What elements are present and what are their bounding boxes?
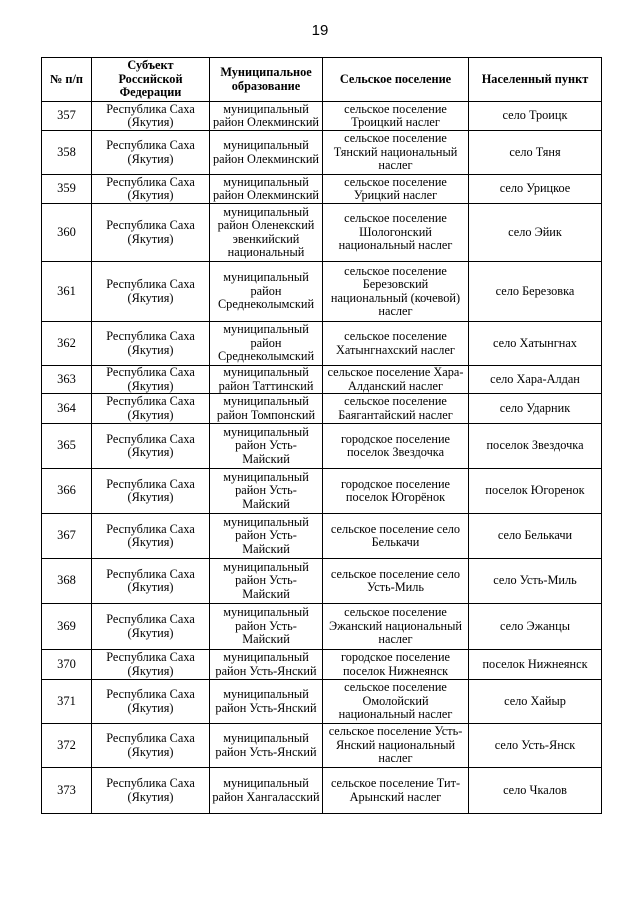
row-subject: Республика Саха (Якутия): [92, 680, 210, 724]
row-number: 360: [42, 204, 92, 262]
row-number: 367: [42, 514, 92, 559]
row-subject: Республика Саха (Якутия): [92, 724, 210, 768]
row-number: 370: [42, 650, 92, 680]
table-row: [42, 650, 602, 680]
row-number: 368: [42, 559, 92, 604]
page-number: 19: [311, 22, 329, 39]
row-settlement: городское поселение поселок Звездочка: [323, 424, 469, 469]
row-settlement: сельское поселение Хара-Алданский наслег: [323, 366, 469, 394]
table-row: [42, 469, 602, 514]
header-number: № п/п: [42, 58, 92, 102]
table-row: [42, 604, 602, 650]
row-settlement: сельское поселение Эжанский национальный наслег: [323, 604, 469, 650]
row-number: 371: [42, 680, 92, 724]
row-subject: Республика Саха (Якутия): [92, 469, 210, 514]
row-municipality: муниципальный район Усть-Янский: [210, 724, 323, 768]
row-subject: Республика Саха (Якутия): [92, 322, 210, 366]
table-row: [42, 175, 602, 204]
table-row: [42, 366, 602, 394]
row-locality: село Чкалов: [469, 768, 602, 814]
table-row: [42, 262, 602, 322]
row-number: 373: [42, 768, 92, 814]
settlements-table: [41, 57, 602, 814]
row-subject: Республика Саха (Якутия): [92, 604, 210, 650]
row-locality: село Ударник: [469, 394, 602, 424]
row-settlement: сельское поселение Баягантайский наслег: [323, 394, 469, 424]
row-settlement: сельское поселение Троицкий наслег: [323, 102, 469, 131]
row-municipality: муниципальный район Усть-Майский: [210, 424, 323, 469]
row-municipality: муниципальный район Олекминский: [210, 175, 323, 204]
row-locality: село Хатынгнах: [469, 322, 602, 366]
header-settlement: Сельское поселение: [323, 58, 469, 102]
row-locality: село Усть-Миль: [469, 559, 602, 604]
row-locality: село Эжанцы: [469, 604, 602, 650]
row-subject: Республика Саха (Якутия): [92, 514, 210, 559]
table-row: [42, 680, 602, 724]
row-settlement: сельское поселение Тянский национальный наслег: [323, 131, 469, 175]
row-settlement: сельское поселение село Белькачи: [323, 514, 469, 559]
row-municipality: муниципальный район Томпонский: [210, 394, 323, 424]
table-row: [42, 559, 602, 604]
row-settlement: сельское поселение Усть-Янский национальный наслег: [323, 724, 469, 768]
row-subject: Республика Саха (Якутия): [92, 262, 210, 322]
table-header-row: [42, 58, 602, 102]
row-subject: Республика Саха (Якутия): [92, 131, 210, 175]
row-number: 364: [42, 394, 92, 424]
row-locality: село Урицкое: [469, 175, 602, 204]
row-locality: село Белькачи: [469, 514, 602, 559]
table-row: [42, 768, 602, 814]
row-settlement: сельское поселение Тит-Арынский наслег: [323, 768, 469, 814]
table-row: [42, 514, 602, 559]
row-municipality: муниципальный район Хангаласский: [210, 768, 323, 814]
row-municipality: муниципальный район Усть-Майский: [210, 514, 323, 559]
table-row: [42, 724, 602, 768]
row-municipality: муниципальный район Среднеколымский: [210, 262, 323, 322]
row-number: 359: [42, 175, 92, 204]
table-row: [42, 424, 602, 469]
row-municipality: муниципальный район Усть-Янский: [210, 650, 323, 680]
row-number: 369: [42, 604, 92, 650]
row-locality: село Березовка: [469, 262, 602, 322]
row-municipality: муниципальный район Усть-Майский: [210, 604, 323, 650]
row-locality: поселок Нижнеянск: [469, 650, 602, 680]
row-locality: село Хайыр: [469, 680, 602, 724]
row-settlement: городское поселение поселок Нижнеянск: [323, 650, 469, 680]
row-number: 362: [42, 322, 92, 366]
row-settlement: сельское поселение Березовский национальный (кочевой) наслег: [323, 262, 469, 322]
row-locality: село Эйик: [469, 204, 602, 262]
row-locality: село Усть-Янск: [469, 724, 602, 768]
row-settlement: городское поселение поселок Югорёнок: [323, 469, 469, 514]
row-municipality: муниципальный район Олекминский: [210, 102, 323, 131]
table-row: [42, 394, 602, 424]
row-number: 365: [42, 424, 92, 469]
row-locality: село Хара-Алдан: [469, 366, 602, 394]
row-settlement: сельское поселение село Усть-Миль: [323, 559, 469, 604]
header-subject: Субъект Российской Федерации: [92, 58, 210, 102]
row-settlement: сельское поселение Омолойский национальный наслег: [323, 680, 469, 724]
header-municipality: Муниципальное образование: [210, 58, 323, 102]
row-settlement: сельское поселение Хатынгнахский наслег: [323, 322, 469, 366]
row-subject: Республика Саха (Якутия): [92, 768, 210, 814]
row-subject: Республика Саха (Якутия): [92, 102, 210, 131]
row-number: 358: [42, 131, 92, 175]
row-subject: Республика Саха (Якутия): [92, 650, 210, 680]
row-subject: Республика Саха (Якутия): [92, 204, 210, 262]
table-row: [42, 131, 602, 175]
row-subject: Республика Саха (Якутия): [92, 366, 210, 394]
row-municipality: муниципальный район Таттинский: [210, 366, 323, 394]
row-locality: село Троицк: [469, 102, 602, 131]
row-locality: поселок Югоренок: [469, 469, 602, 514]
header-locality: Населенный пункт: [469, 58, 602, 102]
row-locality: поселок Звездочка: [469, 424, 602, 469]
row-number: 363: [42, 366, 92, 394]
row-number: 366: [42, 469, 92, 514]
row-municipality: муниципальный район Усть-Майский: [210, 559, 323, 604]
table-row: [42, 102, 602, 131]
row-settlement: сельское поселение Шологонский национальный наслег: [323, 204, 469, 262]
row-subject: Республика Саха (Якутия): [92, 424, 210, 469]
row-number: 361: [42, 262, 92, 322]
row-subject: Республика Саха (Якутия): [92, 175, 210, 204]
row-municipality: муниципальный район Оленекский эвенкийский национальный: [210, 204, 323, 262]
table-row: [42, 204, 602, 262]
row-subject: Республика Саха (Якутия): [92, 559, 210, 604]
row-municipality: муниципальный район Усть-Янский: [210, 680, 323, 724]
row-municipality: муниципальный район Олекминский: [210, 131, 323, 175]
row-settlement: сельское поселение Урицкий наслег: [323, 175, 469, 204]
row-locality: село Тяня: [469, 131, 602, 175]
row-number: 372: [42, 724, 92, 768]
table-body: [42, 102, 602, 814]
row-subject: Республика Саха (Якутия): [92, 394, 210, 424]
row-number: 357: [42, 102, 92, 131]
row-municipality: муниципальный район Среднеколымский: [210, 322, 323, 366]
row-municipality: муниципальный район Усть-Майский: [210, 469, 323, 514]
table-row: [42, 322, 602, 366]
